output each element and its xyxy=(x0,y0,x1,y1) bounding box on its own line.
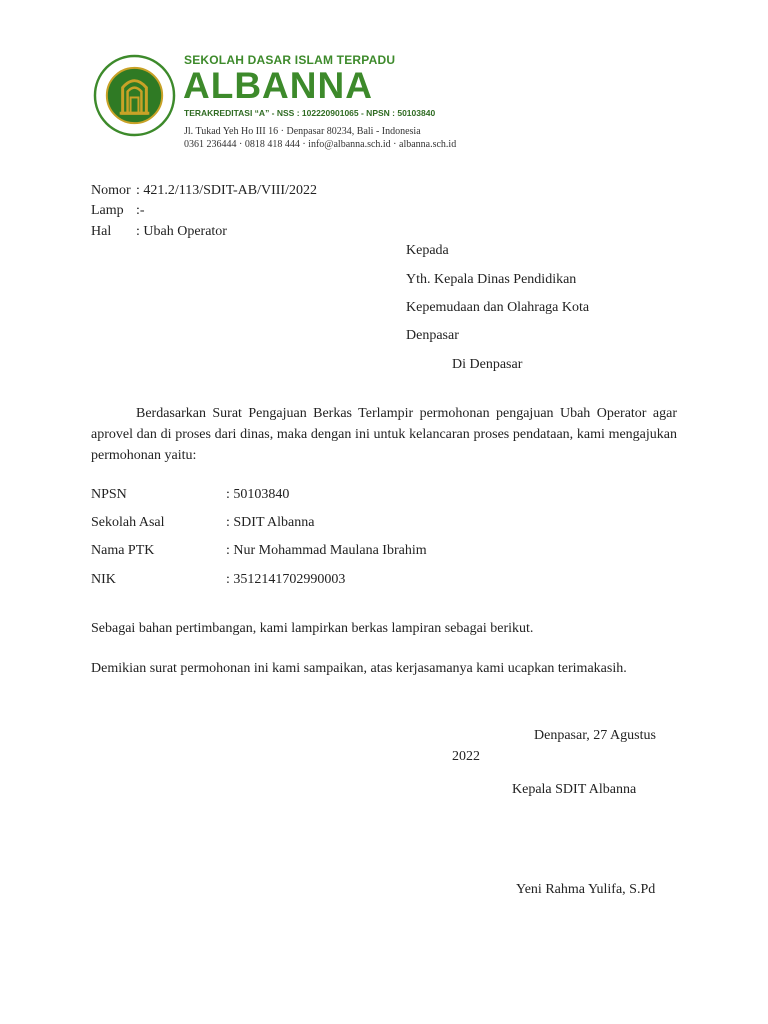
school-type: SEKOLAH DASAR ISLAM TERPADU xyxy=(184,53,396,67)
field-value-npsn: : 50103840 xyxy=(226,487,290,502)
school-logo xyxy=(93,54,176,137)
attachment-note: Sebagai bahan pertimbangan, kami lampirkan berkas lampiran sebagai berikut. xyxy=(91,621,534,636)
field-label-nik: NIK xyxy=(91,572,116,587)
signature-position: Kepala SDIT Albanna xyxy=(512,782,637,797)
hal-value: : Ubah Operator xyxy=(136,224,227,239)
recipient-line-5: Di Denpasar xyxy=(452,357,523,372)
field-label-npsn: NPSN xyxy=(91,487,127,502)
closing-paragraph: Demikian surat permohonan ini kami sampaikan, atas kerjasamanya kami ucapkan terimakasih. xyxy=(91,661,627,676)
school-name: ALBANNA xyxy=(183,65,373,106)
hal-label: Hal xyxy=(91,224,112,239)
field-value-nik: : 3512141702990003 xyxy=(226,572,346,587)
field-value-ptk: : Nur Mohammad Maulana Ibrahim xyxy=(226,543,427,558)
accreditation-line: TERAKREDITASI “A” - NSS : 102220901065 - NPSN : 50103840 xyxy=(184,108,436,118)
recipient-line-1: Kepada xyxy=(406,243,449,258)
signature-name: Yeni Rahma Yulifa, S.Pd xyxy=(516,882,656,897)
field-label-school: Sekolah Asal xyxy=(91,515,165,530)
school-address: Jl. Tukad Yeh Ho III 16 · Denpasar 80234, Bali - Indonesia xyxy=(184,126,421,137)
lamp-value: :- xyxy=(136,203,145,218)
nomor-label: Nomor xyxy=(91,183,131,198)
letterhead xyxy=(0,0,768,170)
school-contact: 0361 236444 · 0818 418 444 · info@albanna.sch.id · albanna.sch.id xyxy=(184,139,457,150)
recipient-line-3: Kepemudaan dan Olahraga Kota xyxy=(406,300,590,315)
lamp-label: Lamp xyxy=(91,203,124,218)
signature-place-date: Denpasar, 27 Agustus xyxy=(534,728,656,743)
field-label-ptk: Nama PTK xyxy=(91,543,155,558)
nomor-value: : 421.2/113/SDIT-AB/VIII/2022 xyxy=(136,183,317,198)
recipient-line-2: Yth. Kepala Dinas Pendidikan xyxy=(406,272,577,287)
recipient-line-4: Denpasar xyxy=(406,328,459,343)
field-value-school: : SDIT Albanna xyxy=(226,515,315,530)
opening-paragraph: Berdasarkan Surat Pengajuan Berkas Terlampir permohonan pengajuan Ubah Operator agar aprovel dan di proses dari dinas, maka dengan ini untuk kelancaran proses pendataan, kami mengajukan permohonan yaitu: xyxy=(91,406,677,463)
signature-year: 2022 xyxy=(452,749,480,764)
